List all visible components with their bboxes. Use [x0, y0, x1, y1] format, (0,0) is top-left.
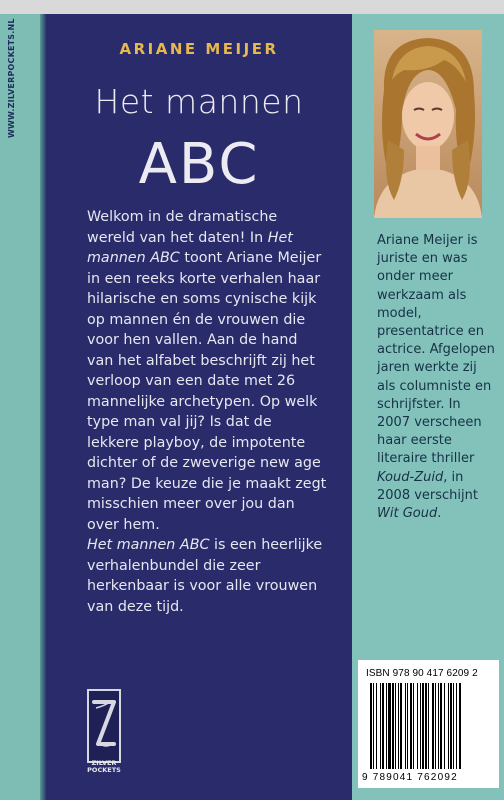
isbn-label: ISBN 978 90 417 6209 2 [366, 668, 478, 679]
author-name: ARIANE MEIJER [119, 40, 279, 58]
barcode-bar [428, 683, 429, 769]
barcode-bar [395, 683, 396, 769]
barcode-bar [386, 683, 387, 769]
barcode-bar [444, 683, 445, 769]
barcode-number: 9 789041 762092 [362, 772, 458, 783]
barcode-bar [425, 683, 427, 769]
barcode-bar [456, 683, 457, 769]
barcode-bar [432, 683, 434, 769]
barcode-bar [453, 683, 454, 769]
blurb-paragraph-1: Welkom in de dramatische wereld van het daten! In Het mannen ABC toont Ariane Meijer in een reeks korte verhalen haar hilarische en soms cynische kijk op mannen én de vrouwen die voor hen vallen. Aan de hand van het alfabet beschrijft zij het verloop van een date met 26 mannelijke archetypen. Op welk type man val jij? Is dat de lekkere playboy, de impotente dichter of de zweverige new age man? De keuze die je maakt zegt misschien meer over jou dan over hem. [87, 209, 327, 533]
blurb-paragraph-2: Het mannen ABC is een heerlijke verhalenbundel die zeer herkenbaar is voor alle vrouwen van deze tijd. [87, 537, 323, 615]
barcode-icon [370, 683, 494, 769]
barcode-bar [400, 683, 402, 769]
barcode-bar [413, 683, 414, 769]
barcode-bar [373, 683, 374, 769]
blurb-text [87, 207, 327, 617]
publisher-url-text: WWW.ZILVERPOCKETS.NL [7, 18, 16, 138]
barcode-bar [448, 683, 449, 769]
logo-caption: ZILVER POCKETS [87, 759, 121, 774]
barcode-bar [417, 683, 418, 769]
barcode-bar [392, 683, 394, 769]
barcode-bar [440, 683, 442, 769]
barcode-bar [370, 683, 372, 769]
book-title-line2: ABC [138, 132, 260, 197]
zilverpockets-logo-icon [84, 688, 124, 768]
barcode-bar [420, 683, 421, 769]
barcode-bar [459, 683, 461, 769]
barcode-bar [382, 683, 384, 769]
barcode-bar [438, 683, 439, 769]
barcode-bar [407, 683, 408, 769]
barcode-bar [380, 683, 381, 769]
barcode-bar [376, 683, 377, 769]
barcode-bar [450, 683, 452, 769]
publisher-url [6, 20, 20, 140]
author-bio [377, 232, 495, 523]
barcode-bar [388, 683, 391, 769]
author-bio-text: Ariane Meijer is juriste en was onder meer werkzaam als model, presentatrice en actrice. Afgelopen jaren werkte zij als columniste en schrijfster. In 2007 verscheen haar eerste literaire thriller Koud-Zuid, in 2008 verschijnt Wit Goud. [377, 233, 495, 522]
author-portrait-icon [374, 30, 482, 218]
barcode-bar [405, 683, 406, 769]
book-title-line1: Het mannen [94, 82, 304, 121]
barcode-bar [435, 683, 436, 769]
barcode-bar [422, 683, 424, 769]
barcode-bar [410, 683, 412, 769]
barcode-bar [398, 683, 399, 769]
